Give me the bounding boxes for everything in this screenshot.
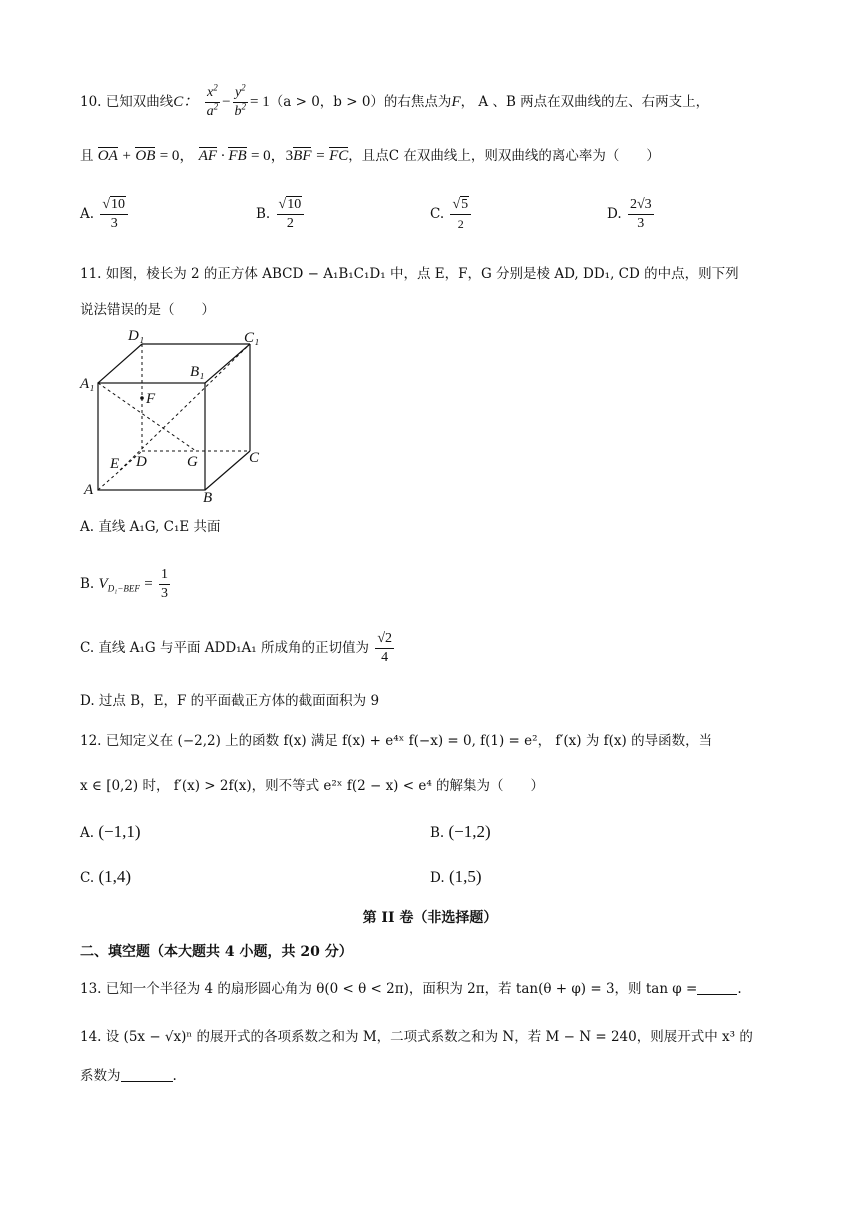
- q10-option-c: C. $\frac{√5}{2}$: [430, 196, 473, 233]
- q11-option-c: C. 直线 A₁G 与平面 ADD₁A₁ 所成角的正切值为 $\frac{√2}{4}$: [80, 631, 392, 665]
- cube-figure: [78, 326, 278, 506]
- q12-option-a: A. (−1,1): [80, 822, 141, 841]
- q10-rest2: C 在双曲线上，则双曲线的离心率为（ ）: [388, 148, 660, 164]
- label-B1: B₁: [190, 364, 205, 380]
- q10-option-a: A. $\frac{√10}{3}$: [80, 196, 130, 233]
- label-A: A: [84, 482, 94, 498]
- q11-line2: 说法错误的是（ ）: [80, 302, 215, 318]
- label-G: G: [187, 454, 198, 470]
- q10-prefix: 10. 已知双曲线: [80, 94, 174, 110]
- q10-eq2: = 0，3: [250, 148, 294, 164]
- label-F: F: [146, 391, 156, 407]
- label-A1: A₁: [80, 376, 95, 392]
- q10-and: 且: [80, 148, 94, 164]
- q11-option-a: A. 直线 A₁G, C₁E 共面: [80, 519, 221, 535]
- q10-cond: （a > 0，b > 0）的右焦点为: [269, 94, 452, 110]
- y2-over-b2: $\frac{y^2}{b^2}$: [234, 82, 247, 119]
- label-D: D: [136, 454, 147, 470]
- q12-option-b: B. (−1,2): [430, 822, 491, 841]
- q10-C: C：: [173, 94, 199, 110]
- q11-line1: 11. 如图，棱长为 2 的正方体 ABCD − A₁B₁C₁D₁ 中，点 E，F，G 分别是棱 AD, DD₁, CD 的中点，则下列: [80, 266, 739, 282]
- q12-line1: 12. 已知定义在 (−2,2) 上的函数 f(x) 满足 f(x) + e⁴ˣ f(−x) = 0, f(1) = e²， f′(x) 为 f(x) 的导函数，当: [80, 733, 713, 749]
- q12-option-c: C. (1,4): [80, 867, 132, 886]
- q12-line2: x ∈ [0,2) 时， f′(x) > 2f(x)，则不等式 e²ˣ f(2 − x) < e⁴ 的解集为（ ）: [80, 778, 545, 794]
- label-C: C: [249, 450, 260, 466]
- part2-title: 第 II 卷（非选择题）: [362, 910, 498, 926]
- q10-eq1: = 0，: [159, 148, 195, 164]
- q10-eq3: ，且点: [348, 148, 389, 164]
- q10-option-b: B. $\frac{√10}{2}$: [256, 196, 306, 233]
- q11-option-d: D. 过点 B，E，F 的平面截正方体的截面面积为 9: [80, 693, 380, 709]
- q13-line: 13. 已知一个半径为 4 的扇形圆心角为 θ(0 < θ < 2π)，面积为 2π，若 tan(θ + φ) = 3，则 tan φ = .: [80, 981, 742, 997]
- label-C1: C₁: [244, 330, 260, 346]
- label-E: E: [110, 456, 120, 472]
- q10-line1: 10. 已知双曲线C： $\frac{x^2}{a^2}$ − $\frac{y^2}{b^2}$ = 1（a > 0，b > 0）的右焦点为F， A 、B 两点在双曲线的左、右两支上，: [80, 82, 710, 119]
- q12-option-d: D. (1,5): [430, 867, 482, 886]
- x2-over-a2: $\frac{x^2}{a^2}$: [206, 82, 219, 119]
- q11-option-b: B. $V_{D_1-BEF}$ = $\frac{1}{3}$: [80, 567, 168, 601]
- q14-line2: 系数为 .: [80, 1068, 177, 1084]
- q14-line1: 14. 设 (5x − √x)ⁿ 的展开式的各项系数之和为 M，二项式系数之和为 N，若 M − N = 240，则展开式中 x³ 的: [80, 1029, 753, 1045]
- label-D1: D₁: [128, 328, 145, 344]
- q10-option-d: D. $\frac{2√3}{3}$: [607, 197, 652, 231]
- q10-F: F: [451, 94, 461, 110]
- section-fill-blank: 二、填空题（本大题共 4 小题，共 20 分）: [80, 944, 353, 960]
- q10-line2: 且 OA + OB = 0， AF · FB = 0，3BF = FC，且点C 在双曲线上，则双曲线的离心率为（ ）: [80, 148, 660, 164]
- label-B: B: [203, 490, 213, 506]
- q10-rest1: ， A 、B 两点在双曲线的左、右两支上，: [460, 94, 710, 110]
